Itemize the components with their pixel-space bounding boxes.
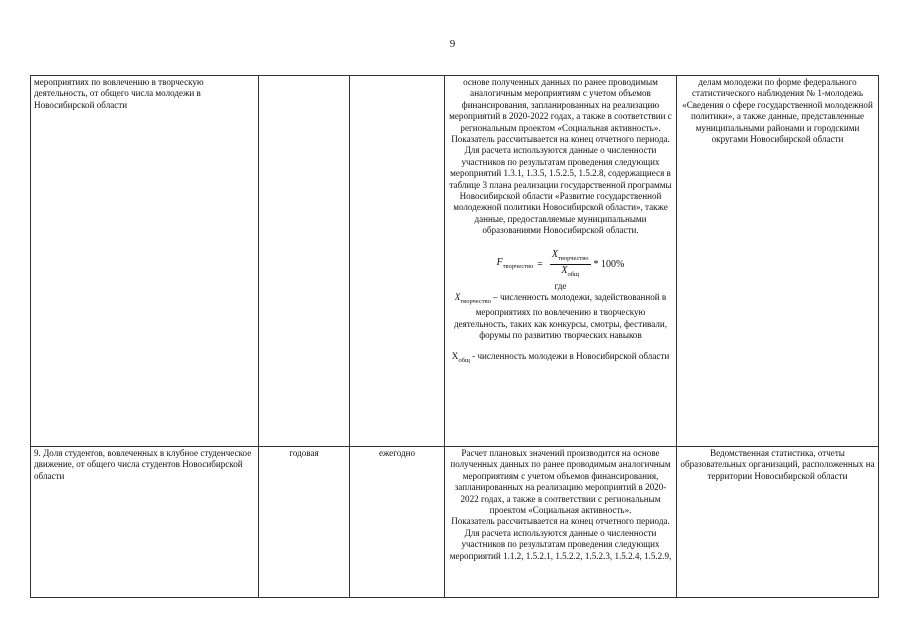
- frequency-cell: ежегодно: [350, 447, 445, 598]
- definition-1: $X_{творчество}$ – численность молодежи, задействованной в мероприятиях по вовлечению в творческую деятельность, таких как конкурсы, смотры, фестивали, форумы по развитию творческих навыков: [453, 291, 668, 340]
- method-cell: [445, 447, 677, 598]
- table-row: [31, 76, 879, 447]
- page-number: 9: [449, 38, 456, 50]
- periodicity-cell: годовая: [259, 447, 350, 598]
- indicator-cell: мероприятиях по вовлечению в творческую деятельность, от общего числа молодежи в Новосибирской области: [31, 76, 259, 447]
- formula: $F_{творчество}$ = $\frac{X_{творчество}}{X_{общ}}$ * 100%: [448, 249, 673, 281]
- method-paragraph: Показатель рассчитывается на конец отчетного периода. Для расчета используются данные о численности участников по результатам проведения следующих мероприятий 1.3.1, 1.3.5, 1.5.2.5, 1.5.2.8, содержащиеся в таблице 3 плана реализации государственной программы Новосибирской области «Развитие государственной молодежной политики Новосибирской области», также данные, предоставляемые муниципальными образованиями Новосибирской области.: [449, 134, 672, 236]
- source-cell: Ведомственная статистика, отчеты образовательных организаций, расположенных на территории Новосибирской области: [677, 447, 879, 598]
- periodicity-cell: [259, 76, 350, 447]
- where-label: где: [554, 280, 567, 291]
- method-paragraph: Расчет плановых значений производится на основе полученных данных по ранее проводимым аналогичным мероприятиям с учетом объемов финансирования, запланированных на реализацию мероприятий в 2020-2022 годах, а также в соответствии с региональным проектом «Социальная активность».: [450, 448, 671, 516]
- formula-fraction: $\frac{X_{творчество}}{X_{общ}}$: [551, 248, 589, 279]
- table-row: [31, 447, 879, 598]
- source-cell: делам молодежи по форме федерального статистического наблюдения № 1-молодежь «Сведения о сфере государственной молодежной политики», а также данные, представленные муниципальными районами и городскими округами Новосибирской области: [677, 76, 879, 447]
- method-paragraph: основе полученных данных по ранее проводимым аналогичным мероприятиям с учетом объемов финансирования, запланированных на реализацию мероприятий в 2020-2022 годах, а также в соответствии с региональным проектом «Социальная активность».: [449, 77, 672, 133]
- formula-lhs: $F_{творчество}$: [496, 256, 534, 270]
- method-cell: [445, 76, 677, 447]
- definition-2: $X_{общ}$ - численность молодежи в Новосибирской области: [451, 351, 670, 365]
- indicator-table: [30, 75, 879, 598]
- formula-tail: * 100%: [593, 258, 625, 270]
- indicator-cell: 9. Доля студентов, вовлеченных в клубное студенческое движение, от общего числа студентов Новосибирской области: [31, 447, 259, 598]
- method-paragraph: Показатель рассчитывается на конец отчетного периода. Для расчета используются данные о численности участников по результатам проведения следующих мероприятий 1.1.2, 1.5.2.1, 1.5.2.2, 1.5.2.3, 1.5.2.4, 1.5.2.9,: [449, 516, 672, 561]
- frequency-cell: [350, 76, 445, 447]
